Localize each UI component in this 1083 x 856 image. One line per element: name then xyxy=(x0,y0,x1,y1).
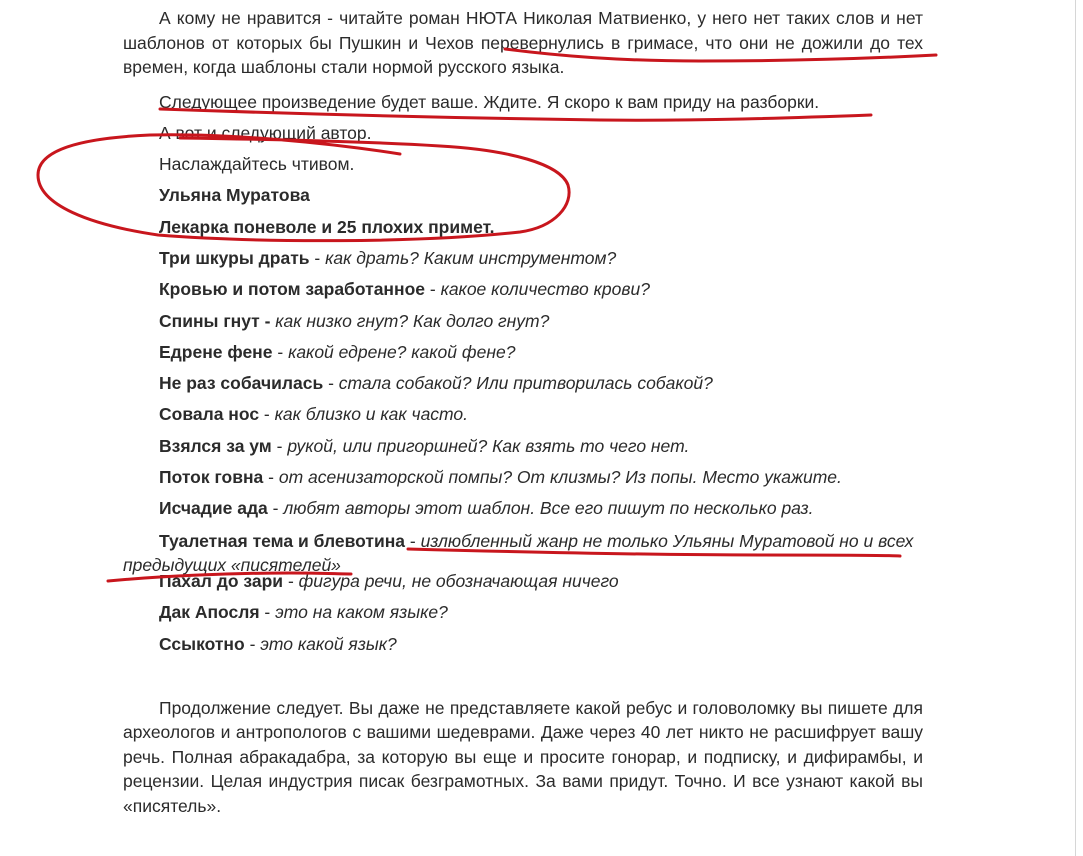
author-name: Ульяна Муратова xyxy=(159,185,310,206)
phrase-term: Исчадие ада xyxy=(159,498,268,519)
phrase-term: Не раз собачилась xyxy=(159,373,324,394)
phrase-term: Взялся за ум xyxy=(159,435,272,456)
phrase-comment: от асенизаторской помпы? От клизмы? Из попы. Место укажите. xyxy=(278,467,842,488)
page-right-border xyxy=(1075,0,1076,856)
phrase-comment: как драть? Каким инструментом? xyxy=(325,247,617,268)
phrase-term: Пахал до зари xyxy=(159,570,284,591)
phrase-separator: - xyxy=(283,570,299,591)
phrase-separator: - xyxy=(244,633,261,654)
phrase-item-4 xyxy=(123,368,923,399)
phrase-comment: как близко и как часто. xyxy=(274,404,469,425)
phrase-item-2 xyxy=(123,306,923,337)
phrase-comment: любят авторы этот шаблон. Все его пишут по несколько раз. xyxy=(283,498,814,519)
phrase-comment: рукой, или пригоршней? Как взять то чего нет. xyxy=(287,435,690,456)
paragraph-gap xyxy=(123,660,923,696)
phrase-item-6 xyxy=(123,431,923,462)
phrase-comment: излюбленный жанр не только Ульяны Муратовой но и всех предыдущих «писятелей» xyxy=(123,530,914,576)
phrase-item-9 xyxy=(123,529,923,576)
phrase-term: Совала нос xyxy=(159,404,260,425)
phrase-term: Три шкуры драть xyxy=(159,247,310,268)
phrase-comment: какой едрене? какой фене? xyxy=(288,341,516,362)
phrase-item-10 xyxy=(123,566,923,597)
next-author-line: А вот и следующий автор. xyxy=(159,122,372,143)
phrase-item-12 xyxy=(123,629,923,660)
phrase-comment: как низко гнут? Как долго гнут? xyxy=(275,310,550,331)
phrase-separator: - xyxy=(405,530,421,551)
next-work-line: Следующее произведение будет ваше. Ждите. Я скоро к вам приду на разборки. xyxy=(159,91,820,112)
phrase-comment: какое количество крови? xyxy=(440,279,650,300)
phrase-item-8 xyxy=(123,493,923,524)
phrase-separator: - xyxy=(259,404,275,425)
phrase-comment: это на каком языке? xyxy=(275,602,448,623)
phrase-term: Поток говна xyxy=(159,467,264,488)
phrase-separator: - xyxy=(259,602,276,623)
phrase-separator: - xyxy=(267,498,284,519)
phrase-item-3 xyxy=(123,337,923,368)
phrase-term: Дак Апосля xyxy=(159,602,260,623)
phrase-item-7 xyxy=(123,462,923,493)
phrase-separator: - xyxy=(271,435,288,456)
phrase-item-11 xyxy=(123,597,923,628)
phrase-term: Туалетная тема и блевотина xyxy=(159,530,405,551)
phrase-separator: - xyxy=(323,373,339,394)
document-page xyxy=(123,6,923,818)
phrase-comment: стала собакой? Или притворилась собакой? xyxy=(338,373,713,394)
enjoy-line: Наслаждайтесь чтивом. xyxy=(159,154,355,175)
phrase-term: Едрене фене xyxy=(159,341,273,362)
phrase-item-1 xyxy=(123,274,923,305)
phrase-separator: - xyxy=(263,467,279,488)
phrase-term: Кровью и потом заработанное xyxy=(159,279,425,300)
phrase-term: Спины гнут - xyxy=(159,310,271,331)
intro-paragraph: А кому не нравится - читайте роман НЮТА Николая Матвиенко, у него нет таких слов и нет шаблонов от которых бы Пушкин и Чехов перевернулись в гримасе, что они не дожили до тех времен, когда шаблоны стали нормой русского языка. xyxy=(123,8,923,77)
work-title: Лекарка поневоле и 25 плохих примет. xyxy=(159,216,495,237)
phrase-term: Ссыкотно xyxy=(159,633,245,654)
phrase-item-5 xyxy=(123,399,923,430)
phrase-comment: это какой язык? xyxy=(260,633,397,654)
phrase-comment: фигура речи, не обозначающая ничего xyxy=(298,570,619,591)
closing-paragraph: Продолжение следует. Вы даже не представляете какой ребус и головоломку вы пишете для археологов и антропологов с вашими шедеврами. Даже через 40 лет никто не расшифрует вашу речь. Полная абракадабра, за которую вы еще и просите гонорар, и подписку, и дифирамбы, и рецензии. Целая индустрия писак безграмотных. За вами придут. Точно. И все узнают какой вы «писятель». xyxy=(123,697,923,816)
phrase-separator: - xyxy=(272,341,289,362)
phrase-item-0 xyxy=(123,243,923,274)
phrase-separator: - xyxy=(425,279,441,300)
phrase-separator: - xyxy=(309,247,326,268)
